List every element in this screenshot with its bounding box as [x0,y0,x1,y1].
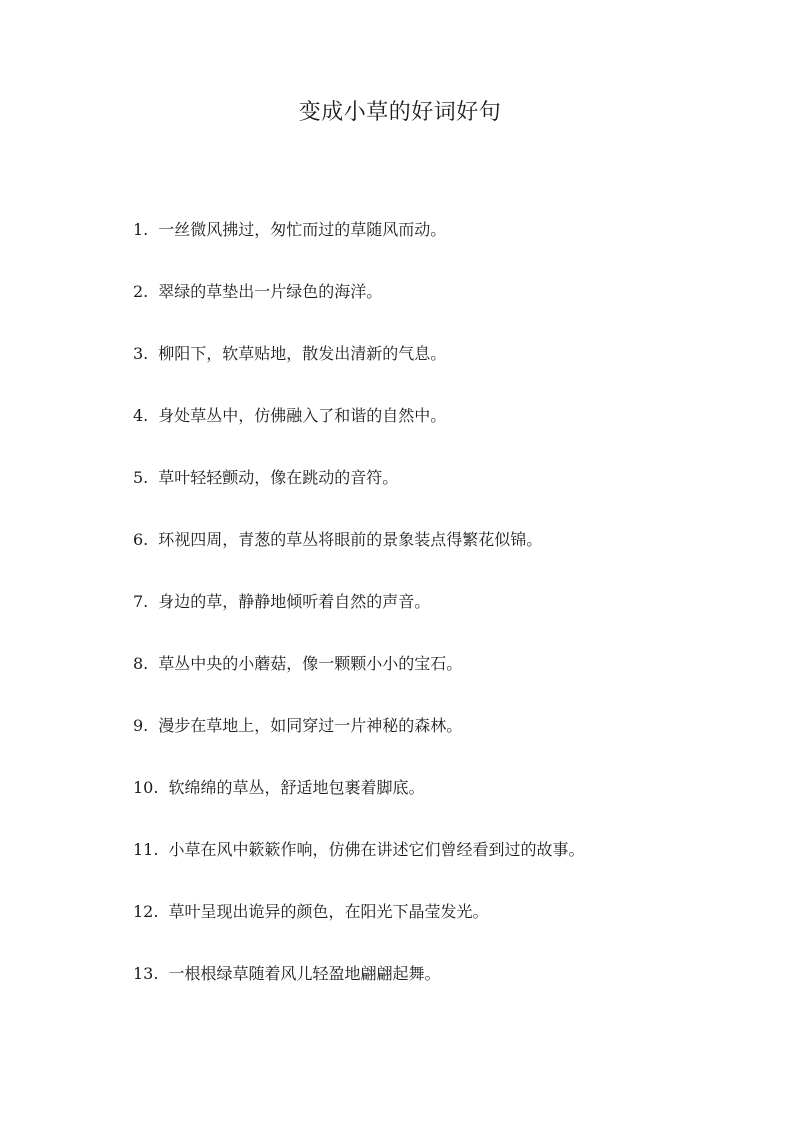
item-text: 漫步在草地上，如同穿过一片神秘的森林。 [158,716,463,735]
item-number: 11. [133,840,159,859]
document-title: 变成小草的好词好句 [298,100,502,125]
sentence-item [133,774,713,836]
sentence-list [133,216,713,1022]
item-number: 5. [133,468,149,487]
item-text: 一丝微风拂过，匆忙而过的草随风而动。 [158,220,447,239]
item-number: 3. [133,344,149,363]
sentence-item [133,712,713,774]
item-text: 身边的草，静静地倾听着自然的声音。 [158,592,431,611]
item-text: 一根根绿草随着风儿轻盈地翩翩起舞。 [168,964,441,983]
item-number: 7. [133,592,149,611]
item-text: 柳阳下，软草贴地，散发出清新的气息。 [158,344,447,363]
item-text: 草叶呈现出诡异的颜色，在阳光下晶莹发光。 [168,902,489,921]
sentence-item [133,960,713,1022]
item-text: 草丛中央的小蘑菇，像一颗颗小小的宝石。 [158,654,463,673]
item-number: 8. [133,654,149,673]
item-text: 翠绿的草垫出一片绿色的海洋。 [158,282,383,301]
sentence-item [133,464,713,526]
item-number: 4. [133,406,149,425]
sentence-item [133,402,713,464]
item-text: 身处草丛中，仿佛融入了和谐的自然中。 [158,406,447,425]
sentence-item [133,836,713,898]
item-number: 13. [133,964,159,983]
sentence-item [133,898,713,960]
sentence-item [133,526,713,588]
sentence-item [133,340,713,402]
item-text: 软绵绵的草丛，舒适地包裹着脚底。 [168,778,425,797]
item-text: 小草在风中簌簌作响，仿佛在讲述它们曾经看到过的故事。 [168,840,585,859]
sentence-item [133,650,713,712]
item-text: 环视四周，青葱的草丛将眼前的景象装点得繁花似锦。 [158,530,543,549]
item-number: 1. [133,220,149,239]
item-number: 2. [133,282,149,301]
item-number: 6. [133,530,149,549]
item-number: 9. [133,716,149,735]
sentence-item [133,278,713,340]
sentence-item [133,588,713,650]
item-number: 12. [133,902,159,921]
item-number: 10. [133,778,159,797]
item-text: 草叶轻轻颤动，像在跳动的音符。 [158,468,399,487]
sentence-item [133,216,713,278]
